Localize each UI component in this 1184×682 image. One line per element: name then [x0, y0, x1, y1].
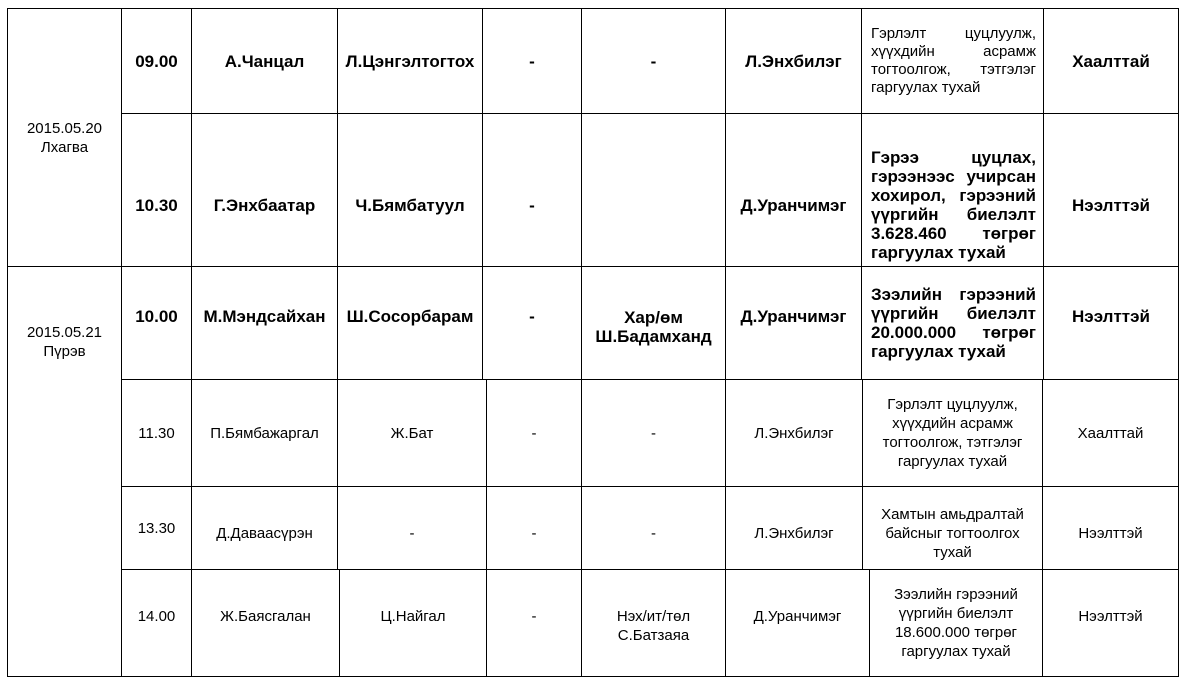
subject-cell: [870, 570, 1042, 676]
plaintiff-cell: Г.Энхбаатар: [213, 195, 316, 215]
time-cell: 13.30: [137, 519, 176, 537]
date: 2015.05.21: [26, 323, 103, 341]
time-cell: 14.00: [137, 607, 176, 625]
date-cell: [8, 267, 121, 416]
party-cell: -: [529, 51, 535, 71]
status-cell: Нээлттэй: [1072, 306, 1150, 326]
representative-cell: -: [651, 524, 656, 542]
representative-cell: -: [651, 424, 656, 442]
time-cell: 09.00: [135, 51, 178, 71]
time-cell: 11.30: [138, 424, 175, 442]
party-cell: -: [531, 607, 537, 625]
defendant-cell: -: [409, 524, 415, 542]
col-rule: [1178, 8, 1179, 677]
representative-text: Хар/өм Ш.Бадамханд: [595, 308, 712, 346]
defendant-cell: Ц.Найгал: [380, 607, 446, 625]
subject-text: Хамтын амьдралтай байсныг тогтоолгох тухай: [881, 505, 1024, 561]
subject-cell: [863, 487, 1042, 579]
weekday: Лхагва: [40, 138, 89, 156]
defendant-cell: Ч.Бямбатуул: [355, 195, 465, 215]
plaintiff-cell: П.Бямбажаргал: [210, 424, 319, 442]
subject-text: Зээлийн гэрээний үүргийн биелэлт 20.000.000 төгрөг гаргуулах тухай: [871, 285, 1036, 361]
party-cell: -: [529, 306, 535, 326]
subject-cell: [862, 267, 1043, 379]
status-cell: Нээлттэй: [1072, 195, 1150, 215]
time-cell: 10.30: [135, 195, 178, 215]
status-cell: Хаалттай: [1072, 51, 1150, 71]
plaintiff-cell: Д.Даваасүрэн: [216, 524, 313, 542]
date: 2015.05.20: [26, 119, 103, 137]
judge-cell: Д.Уранчимэг: [740, 195, 847, 215]
time-cell: 10.00: [135, 306, 178, 326]
party-cell: -: [531, 524, 537, 542]
status-cell: Нээлттэй: [1078, 524, 1143, 542]
defendant-cell: Л.Цэнгэлтогтох: [345, 51, 475, 71]
judge-cell: Д.Уранчимэг: [753, 607, 842, 625]
subject-cell: [862, 9, 1043, 113]
defendant-cell: Ж.Бат: [390, 424, 434, 442]
judge-cell: Л.Энхбилэг: [754, 524, 834, 542]
subject-text: Гэрлэлт цуцлуулж, хүүхдийн асрамж тогтоолгож, тэтгэлэг гаргуулах тухай: [871, 25, 1036, 96]
plaintiff-cell: М.Мэндсайхан: [203, 306, 326, 326]
subject-text: Гэрээ цуцлах, гэрээнээс учирсан хохирол, гэрээний үүргийн биелэлт 3.628.460 төгрөг гаргуулах тухай: [871, 148, 1036, 262]
representative-cell: [582, 267, 725, 387]
plaintiff-cell: А.Чанцал: [224, 51, 305, 71]
weekday: Пүрэв: [43, 342, 86, 360]
subject-text: Гэрлэлт цуцлуулж, хүүхдийн асрамж тогтоолгож, тэтгэлэг гаргуулах тухай: [882, 396, 1023, 470]
party-cell: -: [529, 195, 535, 215]
representative-cell: [582, 570, 725, 682]
judge-cell: Л.Энхбилэг: [745, 51, 842, 71]
date-cell: [8, 9, 121, 266]
defendant-cell: Ш.Сосорбарам: [346, 306, 474, 326]
party-cell: -: [531, 424, 537, 442]
judge-cell: Л.Энхбилэг: [754, 424, 834, 442]
representative-text: Нэх/ит/төл С.Батзаяа: [616, 608, 691, 644]
subject-text: Зээлийн гэрээний үүргийн биелэлт 18.600.000 төгрөг гаргуулах тухай: [894, 586, 1018, 660]
status-cell: Нээлттэй: [1078, 607, 1143, 625]
representative-cell: -: [650, 51, 657, 71]
status-cell: Хаалттай: [1077, 424, 1144, 442]
subject-cell: [863, 380, 1042, 486]
judge-cell: Д.Уранчимэг: [740, 306, 847, 326]
plaintiff-cell: Ж.Баясгалан: [220, 607, 311, 625]
